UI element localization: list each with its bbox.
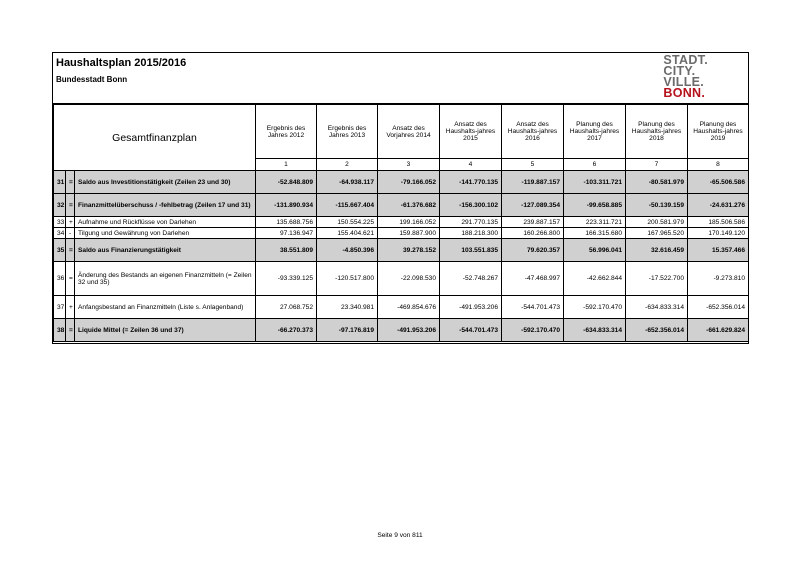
- value-cell: 188.218.300: [440, 228, 502, 239]
- row-label: Saldo aus Investitionstätigkeit (Zeilen 23 und 30): [75, 171, 256, 194]
- value-cell: 155.404.621: [317, 228, 378, 239]
- value-cell: -491.953.206: [440, 296, 502, 319]
- value-cell: 291.770.135: [440, 217, 502, 228]
- column-header: Ansatz des Haushalts-jahres 2015: [440, 105, 502, 159]
- value-cell: 199.166.052: [378, 217, 440, 228]
- column-header: Ansatz des Vorjahres 2014: [378, 105, 440, 159]
- table-row: [54, 319, 749, 342]
- value-cell: -99.658.885: [564, 194, 626, 217]
- value-cell: -156.300.102: [440, 194, 502, 217]
- row-operator: =: [66, 262, 75, 296]
- value-cell: -61.376.682: [378, 194, 440, 217]
- value-cell: 39.278.152: [378, 239, 440, 262]
- value-cell: -97.176.819: [317, 319, 378, 342]
- value-cell: -79.166.052: [378, 171, 440, 194]
- row-operator: =: [66, 171, 75, 194]
- bonn-logo: [663, 55, 708, 99]
- row-number: 32: [54, 194, 66, 217]
- logo-line: VILLE.: [663, 75, 705, 89]
- table-row: [54, 239, 749, 262]
- value-cell: 23.340.981: [317, 296, 378, 319]
- column-header: Ergebnis des Jahres 2013: [317, 105, 378, 159]
- value-cell: 56.996.041: [564, 239, 626, 262]
- table-row: [54, 296, 749, 319]
- section-title: Gesamtfinanzplan: [54, 105, 256, 171]
- row-label: Tilgung und Gewährung von Darlehen: [75, 228, 256, 239]
- value-cell: -66.270.373: [256, 319, 317, 342]
- value-cell: -544.701.473: [440, 319, 502, 342]
- value-cell: -42.662.844: [564, 262, 626, 296]
- value-cell: -119.887.157: [502, 171, 564, 194]
- row-operator: -: [66, 228, 75, 239]
- column-number: 5: [502, 159, 564, 171]
- value-cell: -9.273.810: [688, 262, 749, 296]
- logo-line: STADT.: [663, 53, 708, 67]
- value-cell: 160.266.800: [502, 228, 564, 239]
- value-cell: 170.149.120: [688, 228, 749, 239]
- value-cell: 103.551.835: [440, 239, 502, 262]
- value-cell: 27.068.752: [256, 296, 317, 319]
- row-operator: =: [66, 239, 75, 262]
- value-cell: 15.357.466: [688, 239, 749, 262]
- value-cell: -634.833.314: [626, 296, 688, 319]
- row-operator: =: [66, 319, 75, 342]
- value-cell: -4.850.396: [317, 239, 378, 262]
- value-cell: 200.581.979: [626, 217, 688, 228]
- value-cell: -127.089.354: [502, 194, 564, 217]
- table-row: [54, 194, 749, 217]
- column-number: 8: [688, 159, 749, 171]
- value-cell: -50.139.159: [626, 194, 688, 217]
- value-cell: -131.890.934: [256, 194, 317, 217]
- value-cell: -120.517.800: [317, 262, 378, 296]
- table-row: [54, 171, 749, 194]
- page-footer: Seite 9 von 811: [377, 532, 423, 539]
- value-cell: -103.311.721: [564, 171, 626, 194]
- table-row: [54, 217, 749, 228]
- value-cell: 150.554.225: [317, 217, 378, 228]
- column-number: 6: [564, 159, 626, 171]
- value-cell: -24.631.276: [688, 194, 749, 217]
- value-cell: 167.965.520: [626, 228, 688, 239]
- document-title: Haushaltsplan 2015/2016: [56, 57, 187, 69]
- row-operator: +: [66, 296, 75, 319]
- document-header: [53, 53, 748, 104]
- value-cell: -634.833.314: [564, 319, 626, 342]
- value-cell: -469.854.676: [378, 296, 440, 319]
- row-number: 31: [54, 171, 66, 194]
- table-row: [54, 228, 749, 239]
- value-cell: -17.522.700: [626, 262, 688, 296]
- value-cell: 32.616.459: [626, 239, 688, 262]
- row-label: Änderung des Bestands an eigenen Finanzmitteln (= Zeilen 32 und 35): [75, 262, 256, 296]
- row-label: Saldo aus Finanzierungstätigkeit: [75, 239, 256, 262]
- column-number: 3: [378, 159, 440, 171]
- value-cell: 38.551.809: [256, 239, 317, 262]
- column-number: 7: [626, 159, 688, 171]
- value-cell: -592.170.470: [564, 296, 626, 319]
- finance-table: [53, 104, 749, 342]
- value-cell: -141.770.135: [440, 171, 502, 194]
- document-subtitle: Bundesstadt Bonn: [56, 75, 128, 84]
- row-label: Liquide Mittel (= Zeilen 36 und 37): [75, 319, 256, 342]
- value-cell: -661.629.824: [688, 319, 749, 342]
- value-cell: 185.506.586: [688, 217, 749, 228]
- page-frame: [52, 52, 749, 344]
- value-cell: -491.953.206: [378, 319, 440, 342]
- row-label: Anfangsbestand an Finanzmitteln (Liste s. Anlagenband): [75, 296, 256, 319]
- column-header: Planung des Haushalts-jahres 2019: [688, 105, 749, 159]
- logo-line: CITY.: [663, 64, 696, 78]
- value-cell: -65.506.586: [688, 171, 749, 194]
- column-number: 1: [256, 159, 317, 171]
- column-number: 2: [317, 159, 378, 171]
- column-number: 4: [440, 159, 502, 171]
- logo-line: BONN.: [663, 86, 706, 100]
- value-cell: -47.468.997: [502, 262, 564, 296]
- row-label: Aufnahme und Rückflüsse von Darlehen: [75, 217, 256, 228]
- value-cell: -22.098.530: [378, 262, 440, 296]
- value-cell: 135.688.756: [256, 217, 317, 228]
- value-cell: -80.581.979: [626, 171, 688, 194]
- value-cell: 239.887.157: [502, 217, 564, 228]
- value-cell: -592.170.470: [502, 319, 564, 342]
- value-cell: 159.887.900: [378, 228, 440, 239]
- column-header: Planung des Haushalts-jahres 2017: [564, 105, 626, 159]
- row-label: Finanzmittelüberschuss / -fehlbetrag (Zeilen 17 und 31): [75, 194, 256, 217]
- row-number: 36: [54, 262, 66, 296]
- row-number: 33: [54, 217, 66, 228]
- value-cell: 79.620.357: [502, 239, 564, 262]
- value-cell: 97.136.947: [256, 228, 317, 239]
- row-number: 37: [54, 296, 66, 319]
- value-cell: 166.315.680: [564, 228, 626, 239]
- value-cell: -115.667.404: [317, 194, 378, 217]
- column-header-row: [54, 105, 749, 159]
- value-cell: -64.938.117: [317, 171, 378, 194]
- row-number: 34: [54, 228, 66, 239]
- column-header: Ansatz des Haushalts-jahres 2016: [502, 105, 564, 159]
- value-cell: -652.356.014: [688, 296, 749, 319]
- value-cell: -52.848.809: [256, 171, 317, 194]
- column-header: Ergebnis des Jahres 2012: [256, 105, 317, 159]
- value-cell: -93.339.125: [256, 262, 317, 296]
- value-cell: -652.356.014: [626, 319, 688, 342]
- row-number: 38: [54, 319, 66, 342]
- row-operator: =: [66, 194, 75, 217]
- value-cell: -52.748.267: [440, 262, 502, 296]
- table-row: [54, 262, 749, 296]
- column-header: Planung des Haushalts-jahres 2018: [626, 105, 688, 159]
- row-number: 35: [54, 239, 66, 262]
- value-cell: -544.701.473: [502, 296, 564, 319]
- row-operator: +: [66, 217, 75, 228]
- value-cell: 223.311.721: [564, 217, 626, 228]
